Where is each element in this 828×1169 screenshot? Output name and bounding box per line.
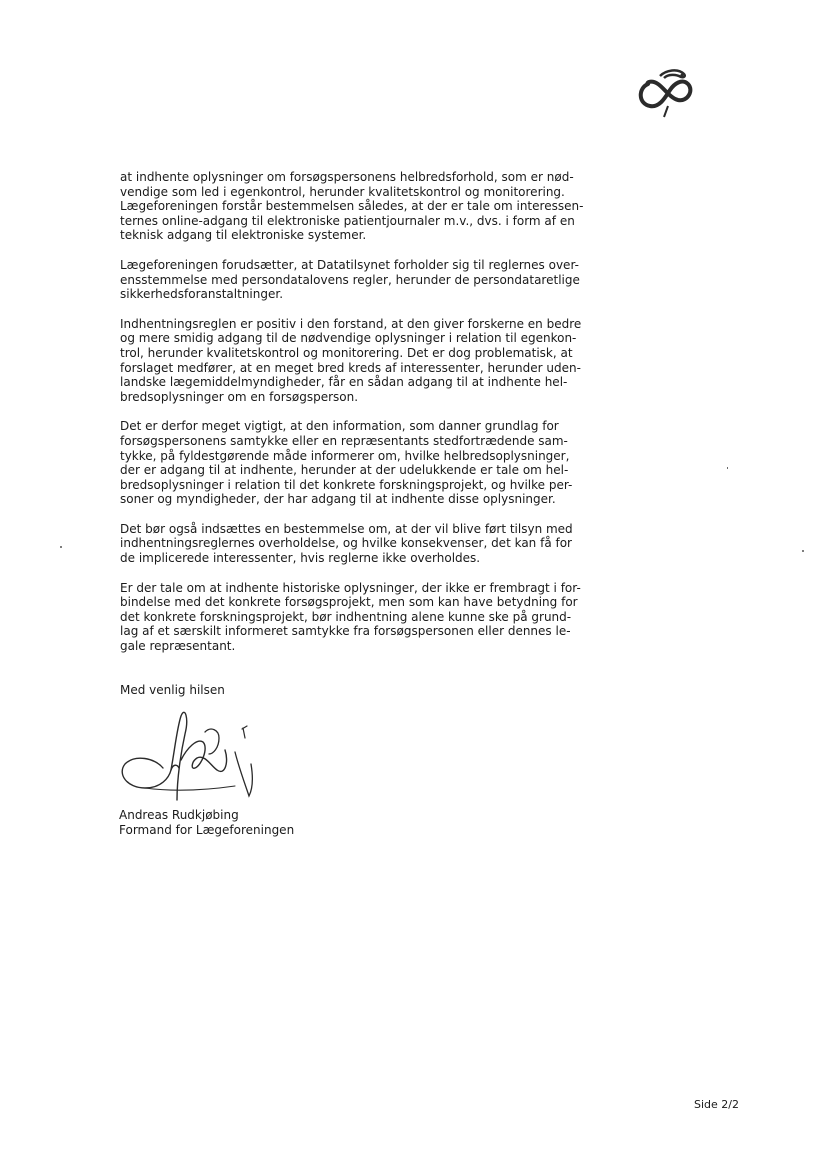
text-line: tykke, på fyldestgørende måde informerer om, hvilke helbredsoplysninger,	[120, 448, 570, 463]
text-line: bindelse med det konkrete forsøgsprojekt, men som kan have betydning for	[120, 595, 578, 610]
text-line: at indhente oplysninger om forsøgspersonens helbredsforhold, som er nød-	[120, 170, 574, 184]
paragraph-5	[120, 522, 590, 566]
scan-speck	[60, 546, 62, 548]
paragraph-2	[120, 258, 590, 302]
text-line: lag af et særskilt informeret samtykke fra forsøgspersonen eller dennes le-	[120, 624, 571, 639]
text-line: sikkerhedsforanstaltninger.	[120, 287, 284, 302]
page-number: Side 2/2	[694, 1098, 739, 1111]
text-line: Er der tale om at indhente historiske oplysninger, der ikke er frembragt i for-	[120, 580, 581, 595]
text-line: forslaget medfører, at en meget bred kreds af interessenter, herunder uden-	[120, 360, 581, 375]
text-line: der er adgang til at indhente, herunder at der udelukkende er tale om hel-	[120, 463, 569, 478]
text-line: forsøgspersonens samtykke eller en repræsentants stedfortrædende sam-	[120, 433, 568, 448]
text-line: bredsoplysninger om en forsøgsperson.	[120, 389, 359, 404]
paragraph-1	[120, 170, 590, 243]
text-line: Lægeforeningen forudsætter, at Datatilsynet forholder sig til reglernes over-	[120, 257, 579, 272]
signer-name: Andreas Rudkjøbing	[119, 808, 239, 822]
closing-salutation: Med venlig hilsen	[120, 683, 225, 697]
text-line: gale repræsentant.	[120, 639, 236, 654]
text-line: det konkrete forskningsprojekt, bør indhentning alene kunne ske på grund-	[120, 609, 572, 624]
text-line: ensstemmelse med persondatalovens regler, herunder de persondataretlige	[120, 272, 580, 287]
signer-block	[119, 808, 294, 838]
text-line: Det er derfor meget vigtigt, at den information, som danner grundlag for	[120, 419, 559, 434]
text-line: Lægeforeningen forstår bestemmelsen således, at der er tale om interessen-	[120, 199, 584, 214]
text-line: landske lægemiddelmyndigheder, får en sådan adgang til at indhente hel-	[120, 375, 568, 390]
text-line: bredsoplysninger i relation til det konkrete forskningsprojekt, og hvilke per-	[120, 477, 573, 492]
paragraph-3	[120, 317, 590, 405]
scan-speck	[802, 550, 804, 552]
text-line: trol, herunder kvalitetskontrol og monitorering. Det er dog problematisk, at	[120, 345, 573, 360]
text-line: ternes online-adgang til elektroniske patientjournaler m.v., dvs. i form af en	[120, 213, 575, 228]
handwritten-signature	[115, 708, 265, 803]
paragraph-4	[120, 419, 590, 507]
scan-speck	[727, 467, 728, 469]
text-line: vendige som led i egenkontrol, herunder kvalitetskontrol og monitorering.	[120, 184, 565, 199]
text-line: og mere smidig adgang til de nødvendige oplysninger i relation til egenkon-	[120, 331, 577, 346]
text-line: Indhentningsreglen er positiv i den forstand, at den giver forskerne en bedre	[120, 316, 582, 331]
letter-body	[120, 170, 590, 669]
signer-title: Formand for Lægeforeningen	[119, 823, 295, 837]
text-line: soner og myndigheder, der har adgang til at indhente disse oplysninger.	[120, 492, 556, 507]
text-line: teknisk adgang til elektroniske systemer.	[120, 228, 367, 243]
text-line: Det bør også indsættes en bestemmelse om, at der vil blive ført tilsyn med	[120, 521, 573, 536]
association-logo	[634, 62, 696, 118]
text-line: indhentningsreglernes overholdelse, og hvilke konsekvenser, det kan få for	[120, 536, 572, 551]
paragraph-6	[120, 581, 590, 654]
text-line: de implicerede interessenter, hvis reglerne ikke overholdes.	[120, 551, 481, 566]
